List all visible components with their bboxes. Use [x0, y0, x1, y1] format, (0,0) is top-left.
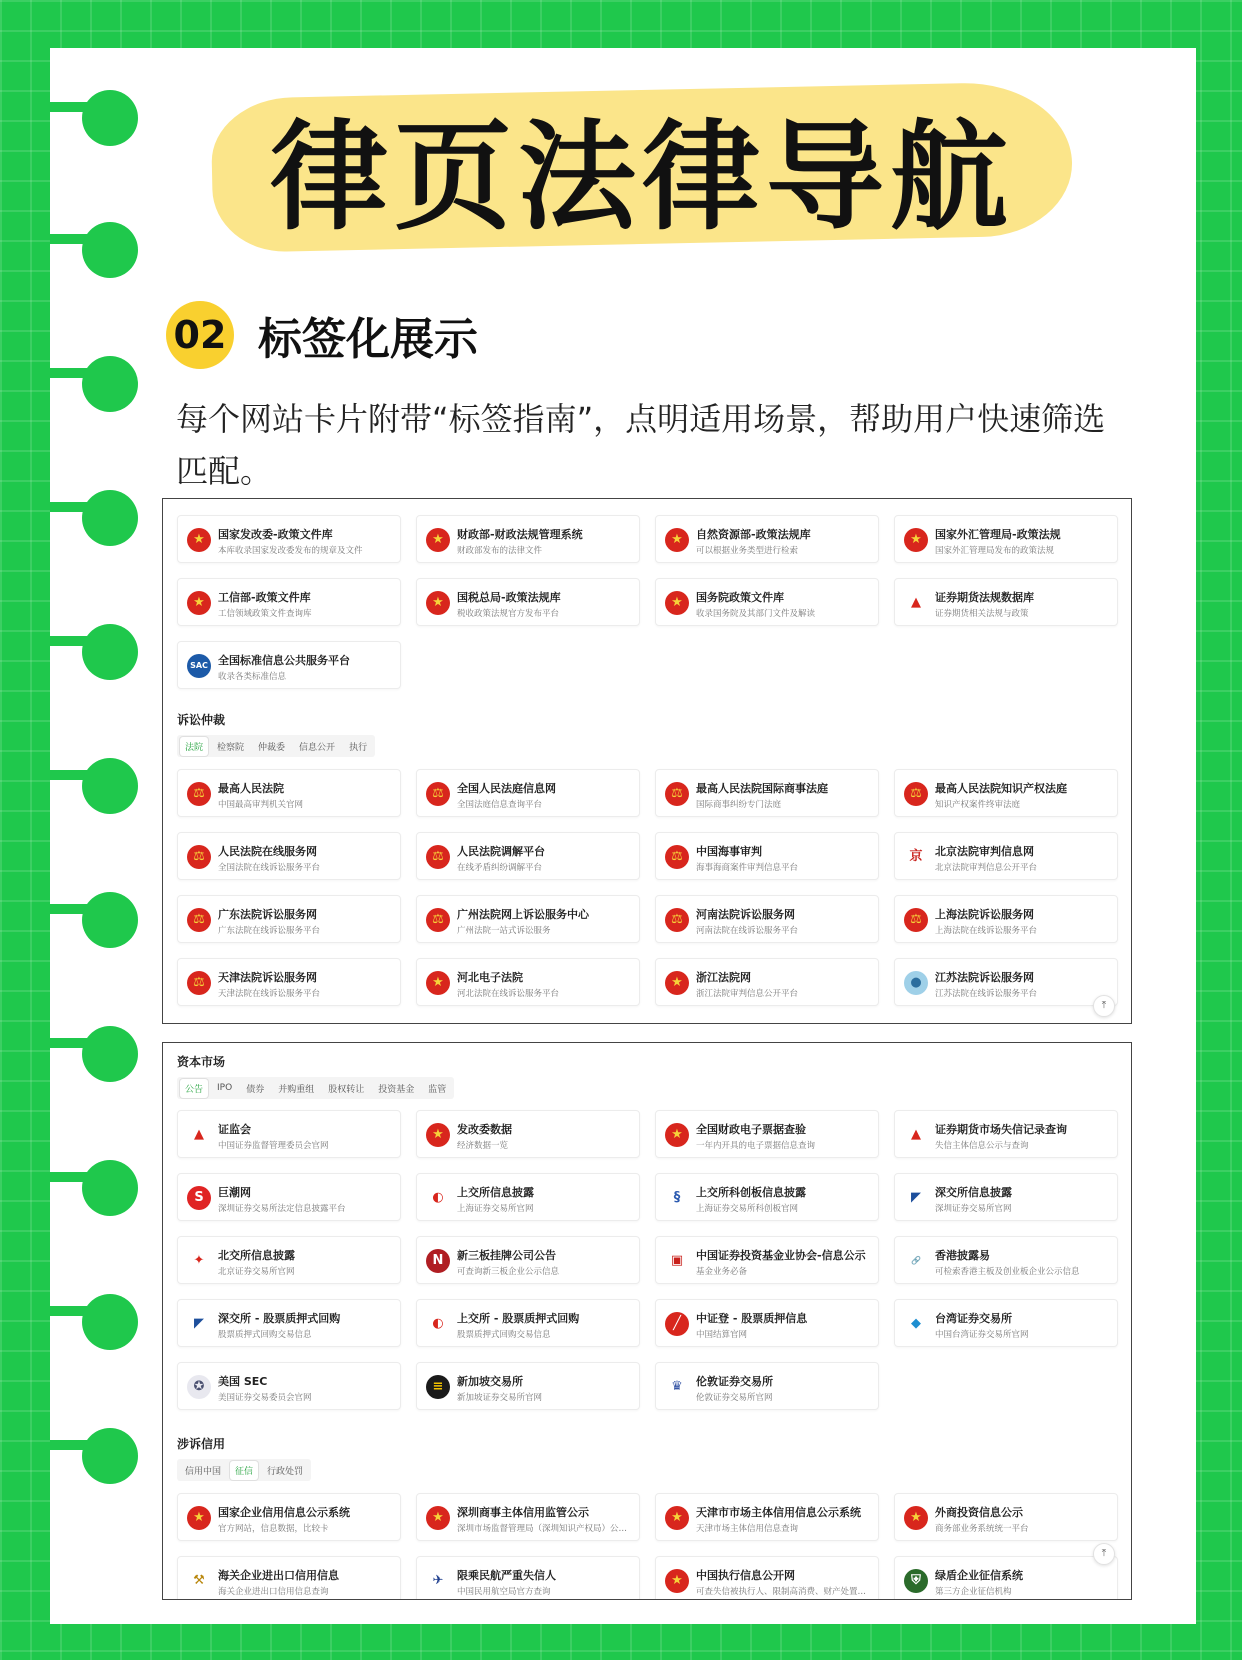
site-card-name: 绿盾企业征信系统	[935, 1569, 1023, 1582]
site-card[interactable]	[655, 1362, 879, 1410]
site-card-description: 河北法院在线诉讼服务平台	[457, 989, 560, 999]
site-card[interactable]	[655, 895, 879, 943]
site-card-description: 可查失信被执行人、限制高消费、财产处置…	[696, 1587, 867, 1597]
site-card-name: 新加坡交易所	[457, 1375, 523, 1388]
binder-ring	[50, 90, 138, 146]
site-card-name: 国家外汇管理局-政策法规	[935, 528, 1061, 541]
national-emblem-icon: ★	[665, 528, 689, 552]
site-card[interactable]	[655, 958, 879, 1006]
site-card-description: 中国民用航空局官方查询	[457, 1587, 551, 1597]
site-card-description: 中国结算官网	[696, 1330, 748, 1340]
category-tabs	[177, 1459, 311, 1481]
site-card-name: 限乘民航严重失信人	[457, 1569, 556, 1582]
card-grid-regulations	[177, 515, 1118, 689]
site-card[interactable]	[416, 1236, 640, 1284]
site-card[interactable]	[655, 515, 879, 563]
site-card[interactable]	[894, 515, 1118, 563]
site-card-description: 第三方企业征信机构	[935, 1587, 1012, 1597]
site-card[interactable]	[655, 1236, 879, 1284]
site-card-name: 美国 SEC	[218, 1375, 268, 1388]
site-card-description: 一年内开具的电子票据信息查询	[696, 1141, 816, 1151]
sgx-logo-icon: ≡	[426, 1375, 450, 1399]
site-card-description: 深圳证券交易所官网	[935, 1204, 1012, 1214]
site-card-description: 浙江法院审判信息公开平台	[696, 989, 799, 999]
back-to-top-button[interactable]: ⤒	[1093, 1543, 1115, 1565]
site-card-name: 国家发改委-政策文件库	[218, 528, 333, 541]
site-card[interactable]	[655, 1173, 879, 1221]
site-card-name: 外商投资信息公示	[935, 1506, 1023, 1519]
screenshot-litigation	[162, 498, 1132, 1024]
site-card[interactable]	[894, 769, 1118, 817]
sse-star-logo-icon: §	[665, 1186, 689, 1210]
site-card[interactable]	[416, 895, 640, 943]
neeq-logo-icon: N	[426, 1249, 450, 1273]
customs-logo-icon: ⚒	[187, 1569, 211, 1593]
site-card-description: 财政部发布的法律文件	[457, 546, 543, 556]
site-card[interactable]	[177, 578, 401, 626]
site-card-description: 深圳市场监督管理局（深圳知识产权局）公…	[457, 1524, 628, 1534]
site-card[interactable]	[177, 832, 401, 880]
page-title: 律页法律导航	[269, 108, 1014, 246]
sec-seal-icon: ✪	[187, 1375, 211, 1399]
category-tab[interactable]: 并购重组	[278, 1084, 315, 1095]
site-card-description: 股票质押式回购交易信息	[218, 1330, 312, 1340]
site-card-description: 广州法院一站式诉讼服务	[457, 926, 551, 936]
site-card-description: 上海证券交易所官网	[457, 1204, 534, 1214]
site-card-description: 证券期货相关法规与政策	[935, 609, 1029, 619]
national-emblem-icon: ★	[904, 1506, 928, 1530]
site-card[interactable]	[177, 1556, 401, 1600]
site-card-name: 证监会	[218, 1123, 251, 1136]
site-card-description: 海事海商案件审判信息平台	[696, 863, 799, 873]
site-card-name: 最高人民法院国际商事法庭	[696, 782, 828, 795]
site-card-name: 北京法院审判信息网	[935, 845, 1034, 858]
site-card-name: 国家企业信用信息公示系统	[218, 1506, 350, 1519]
site-card-name: 浙江法院网	[696, 971, 751, 984]
site-card[interactable]	[894, 1236, 1118, 1284]
site-card[interactable]	[177, 1236, 401, 1284]
court-emblem-icon: ⚖	[426, 845, 450, 869]
site-card[interactable]	[177, 1362, 401, 1410]
category-tab[interactable]: 监管	[428, 1084, 447, 1095]
binder-ring	[50, 758, 138, 814]
site-card[interactable]	[416, 1173, 640, 1221]
site-card[interactable]	[416, 1556, 640, 1600]
site-card[interactable]	[177, 515, 401, 563]
csrc-logo-icon: ▲	[904, 1123, 928, 1147]
site-card[interactable]	[894, 578, 1118, 626]
category-tab[interactable]: 仲裁委	[258, 742, 286, 753]
site-card[interactable]	[894, 1173, 1118, 1221]
category-title: 资本市场	[177, 1055, 226, 1069]
site-card-name: 自然资源部-政策法规库	[696, 528, 811, 541]
szse-logo-icon: ◤	[187, 1312, 211, 1336]
site-card-name: 河南法院诉讼服务网	[696, 908, 795, 921]
description-text: 每个网站卡片附带“标签指南”，点明适用场景，帮助用户快速筛选匹配。	[176, 400, 1106, 490]
site-card-name: 上交所信息披露	[457, 1186, 534, 1199]
csrc-logo-icon: ▲	[904, 591, 928, 615]
court-emblem-icon: ⚖	[665, 845, 689, 869]
site-card-description: 股票质押式回购交易信息	[457, 1330, 551, 1340]
national-emblem-icon: ★	[665, 1506, 689, 1530]
national-emblem-icon: ★	[426, 1123, 450, 1147]
site-card[interactable]	[416, 832, 640, 880]
binder-ring	[50, 356, 138, 412]
site-card[interactable]	[894, 1299, 1118, 1347]
site-card-name: 证券期货市场失信记录查询	[935, 1123, 1067, 1136]
category-tabs	[177, 1077, 454, 1099]
site-card-name: 中国执行信息公开网	[696, 1569, 795, 1582]
site-card[interactable]	[416, 769, 640, 817]
category-title: 涉诉信用	[177, 1437, 226, 1451]
site-card-name: 广东法院诉讼服务网	[218, 908, 317, 921]
site-card-name: 证券期货法规数据库	[935, 591, 1034, 604]
site-card-description: 中国证券监督管理委员会官网	[218, 1141, 329, 1151]
site-card[interactable]	[655, 578, 879, 626]
national-emblem-icon: ★	[187, 528, 211, 552]
site-card-description: 深圳证券交易所法定信息披露平台	[218, 1204, 346, 1214]
site-card-description: 新加坡证券交易所官网	[457, 1393, 543, 1403]
national-emblem-icon: ★	[426, 528, 450, 552]
national-emblem-icon: ★	[665, 1569, 689, 1593]
sac-logo-icon: SAC	[187, 654, 211, 678]
site-card-name: 人民法院在线服务网	[218, 845, 317, 858]
site-card-description: 中国台湾证券交易所官网	[935, 1330, 1029, 1340]
link-icon: 🔗	[904, 1249, 928, 1273]
cninfo-logo-icon: S	[187, 1186, 211, 1210]
site-card-description: 全国法庭信息查询平台	[457, 800, 543, 810]
category-title: 诉讼仲裁	[177, 713, 226, 727]
site-card-description: 收录国务院及其部门文件及解读	[696, 609, 816, 619]
national-emblem-icon: ★	[665, 591, 689, 615]
site-card-name: 上交所科创板信息披露	[696, 1186, 806, 1199]
site-card[interactable]	[655, 1299, 879, 1347]
site-card-description: 海关企业进出口信用信息查询	[218, 1587, 329, 1597]
site-card-name: 发改委数据	[457, 1123, 512, 1136]
site-card-name: 香港披露易	[935, 1249, 990, 1262]
site-card-description: 美国证券交易委员会官网	[218, 1393, 312, 1403]
site-card-name: 伦敦证券交易所	[696, 1375, 773, 1388]
site-card-description: 广东法院在线诉讼服务平台	[218, 926, 321, 936]
site-card-name: 中证登 - 股票质押信息	[696, 1312, 808, 1325]
court-emblem-icon: ⚖	[665, 782, 689, 806]
site-card-description: 本库收录国家发改委发布的规章及文件	[218, 546, 363, 556]
binder-ring	[50, 892, 138, 948]
site-card[interactable]	[177, 958, 401, 1006]
site-card-description: 可查询新三板企业公示信息	[457, 1267, 560, 1277]
binder-ring	[50, 1026, 138, 1082]
site-card-name: 中国海事审判	[696, 845, 762, 858]
site-card-description: 工信领域政策文件查询库	[218, 609, 312, 619]
site-card-name: 深交所信息披露	[935, 1186, 1012, 1199]
site-card-description: 天津市场主体信用信息查询	[696, 1524, 799, 1534]
binder-ring	[50, 624, 138, 680]
site-card-description: 全国法院在线诉讼服务平台	[218, 863, 321, 873]
national-emblem-icon: ★	[904, 528, 928, 552]
site-card-description: 天津法院在线诉讼服务平台	[218, 989, 321, 999]
bse-logo-icon: ✦	[187, 1249, 211, 1273]
site-card-description: 官方网站，信息数据，比较卡	[218, 1524, 329, 1534]
section-number-badge: 02	[166, 301, 234, 369]
category-tab[interactable]: 股权转让	[328, 1084, 365, 1095]
court-emblem-icon: ⚖	[187, 845, 211, 869]
site-card[interactable]	[416, 1493, 640, 1541]
court-emblem-icon: ⚖	[426, 908, 450, 932]
site-card-name: 天津法院诉讼服务网	[218, 971, 317, 984]
site-card-name: 最高人民法院	[218, 782, 284, 795]
csrc-logo-icon: ▲	[187, 1123, 211, 1147]
site-card-description: 国家外汇管理局发布的政策法规	[935, 546, 1055, 556]
site-card[interactable]	[416, 958, 640, 1006]
site-card-description: 北京法院审判信息公开平台	[935, 863, 1038, 873]
card-grid-credit	[177, 1493, 1118, 1600]
site-card-description: 在线矛盾纠纷调解平台	[457, 863, 543, 873]
site-card-description: 中国最高审判机关官网	[218, 800, 304, 810]
caac-logo-icon: ✈	[426, 1569, 450, 1593]
site-card-name: 中国证券投资基金业协会-信息公示	[696, 1249, 866, 1262]
site-card-name: 广州法院网上诉讼服务中心	[457, 908, 589, 921]
site-card[interactable]	[655, 1110, 879, 1158]
national-emblem-icon: ★	[665, 1123, 689, 1147]
site-card-name: 人民法院调解平台	[457, 845, 545, 858]
back-to-top-button[interactable]: ⤒	[1093, 995, 1115, 1017]
site-card[interactable]	[655, 1493, 879, 1541]
binder-ring	[50, 1294, 138, 1350]
site-card-description: 国际商事纠纷专门法庭	[696, 800, 782, 810]
site-card-name: 台湾证券交易所	[935, 1312, 1012, 1325]
court-emblem-icon: ⚖	[665, 908, 689, 932]
site-card[interactable]	[177, 1493, 401, 1541]
amac-logo-icon: ▣	[665, 1249, 689, 1273]
site-card-name: 北交所信息披露	[218, 1249, 295, 1262]
site-card-description: 基金业务必备	[696, 1267, 748, 1277]
site-card[interactable]	[416, 1299, 640, 1347]
szse-logo-icon: ◤	[904, 1186, 928, 1210]
section-heading	[166, 300, 478, 370]
site-card-name: 工信部-政策文件库	[218, 591, 311, 604]
site-card-name: 最高人民法院知识产权法庭	[935, 782, 1067, 795]
twse-logo-icon: ◆	[904, 1312, 928, 1336]
site-card-name: 海关企业进出口信用信息	[218, 1569, 339, 1582]
site-card-description: 河南法院在线诉讼服务平台	[696, 926, 799, 936]
binder-ring	[50, 1428, 138, 1484]
site-card[interactable]	[894, 958, 1118, 1006]
title-banner	[212, 82, 1072, 252]
site-card-description: 经济数据一览	[457, 1141, 509, 1151]
site-card-name: 深交所 - 股票质押式回购	[218, 1312, 341, 1325]
national-emblem-icon: ★	[426, 591, 450, 615]
site-card-description: 可检索香港主板及创业板企业公示信息	[935, 1267, 1080, 1277]
chinaclear-logo-icon: ╱	[665, 1312, 689, 1336]
site-card-name: 深圳商事主体信用监管公示	[457, 1506, 589, 1519]
binder-ring	[50, 1160, 138, 1216]
site-card[interactable]	[894, 832, 1118, 880]
site-card-name: 全国人民法庭信息网	[457, 782, 556, 795]
site-card[interactable]	[894, 1556, 1118, 1600]
site-card-name: 上交所 - 股票质押式回购	[457, 1312, 580, 1325]
lse-logo-icon: ♛	[665, 1375, 689, 1399]
site-card[interactable]	[655, 1556, 879, 1600]
site-card-description: 失信主体信息公示与查询	[935, 1141, 1029, 1151]
site-card-description: 税收政策法规官方发布平台	[457, 609, 560, 619]
beijing-court-logo-icon: 京	[904, 845, 928, 869]
court-emblem-icon: ⚖	[904, 908, 928, 932]
court-emblem-icon: ⚖	[187, 908, 211, 932]
site-card-name: 河北电子法院	[457, 971, 523, 984]
site-card[interactable]	[416, 578, 640, 626]
category-tab[interactable]: 行政处罚	[267, 1466, 304, 1477]
court-emblem-icon: ⚖	[426, 782, 450, 806]
category-tab[interactable]: 信用中国	[185, 1466, 222, 1477]
category-tab[interactable]: IPO	[217, 1083, 233, 1093]
site-card-name: 全国标准信息公共服务平台	[218, 654, 350, 667]
site-card[interactable]	[655, 769, 879, 817]
site-card-description: 收录各类标准信息	[218, 672, 287, 682]
category-tab[interactable]: 征信	[230, 1461, 258, 1480]
site-card[interactable]	[177, 1299, 401, 1347]
site-card-description: 伦敦证券交易所官网	[696, 1393, 773, 1403]
court-emblem-icon: ⚖	[187, 971, 211, 995]
sse-logo-icon: ◐	[426, 1312, 450, 1336]
site-card-name: 国税总局-政策法规库	[457, 591, 561, 604]
category-tab[interactable]: 法院	[180, 737, 208, 756]
site-card-description: 北京证券交易所官网	[218, 1267, 295, 1277]
site-card[interactable]	[894, 1110, 1118, 1158]
site-card-description: 可以根据业务类型进行检索	[696, 546, 799, 556]
site-card-name: 新三板挂牌公司公告	[457, 1249, 556, 1262]
site-card[interactable]	[894, 895, 1118, 943]
site-card[interactable]	[655, 832, 879, 880]
screenshot-capital-market	[162, 1042, 1132, 1600]
site-card[interactable]	[416, 515, 640, 563]
site-card-description: 上海法院在线诉讼服务平台	[935, 926, 1038, 936]
national-emblem-icon: ★	[665, 971, 689, 995]
site-card-description: 上海证券交易所科创板官网	[696, 1204, 799, 1214]
site-card-name: 国务院政策文件库	[696, 591, 784, 604]
site-card-name: 巨潮网	[218, 1186, 251, 1199]
binder-ring	[50, 222, 138, 278]
site-card-name: 财政部-财政法规管理系统	[457, 528, 583, 541]
national-emblem-icon: ★	[187, 591, 211, 615]
site-card[interactable]	[177, 1173, 401, 1221]
card-grid-capital-market	[177, 1110, 1118, 1410]
sse-logo-icon: ◐	[426, 1186, 450, 1210]
category-tab[interactable]: 执行	[349, 742, 368, 753]
category-tab[interactable]: 检察院	[217, 742, 245, 753]
card-grid-courts	[177, 769, 1118, 1006]
site-card[interactable]	[177, 769, 401, 817]
green-shield-logo-icon: ⛨	[904, 1569, 928, 1593]
national-emblem-icon: ★	[426, 1506, 450, 1530]
jiangsu-court-logo-icon: ●	[904, 971, 928, 995]
site-card-name: 天津市市场主体信用信息公示系统	[696, 1506, 861, 1519]
site-card[interactable]	[416, 1362, 640, 1410]
site-card-description: 商务部业务系统统一平台	[935, 1524, 1029, 1534]
site-card[interactable]	[177, 895, 401, 943]
site-card[interactable]	[416, 1110, 640, 1158]
national-emblem-icon: ★	[426, 971, 450, 995]
category-tab[interactable]: 公告	[180, 1079, 208, 1098]
site-card-name: 上海法院诉讼服务网	[935, 908, 1034, 921]
section-title: 标签化展示	[258, 314, 478, 365]
category-tab[interactable]: 信息公开	[299, 742, 336, 753]
site-card[interactable]	[894, 1493, 1118, 1541]
category-tab[interactable]: 投资基金	[378, 1084, 415, 1095]
court-emblem-icon: ⚖	[187, 782, 211, 806]
category-tabs	[177, 735, 375, 757]
category-tab[interactable]: 债券	[246, 1084, 265, 1095]
site-card[interactable]	[177, 1110, 401, 1158]
site-card-description: 知识产权案件终审法庭	[935, 800, 1021, 810]
court-emblem-icon: ⚖	[904, 782, 928, 806]
site-card-name: 江苏法院诉讼服务网	[935, 971, 1034, 984]
site-card-name: 全国财政电子票据查验	[696, 1123, 806, 1136]
site-card-description: 江苏法院在线诉讼服务平台	[935, 989, 1038, 999]
national-emblem-icon: ★	[187, 1506, 211, 1530]
binder-ring	[50, 490, 138, 546]
site-card[interactable]	[177, 641, 401, 689]
